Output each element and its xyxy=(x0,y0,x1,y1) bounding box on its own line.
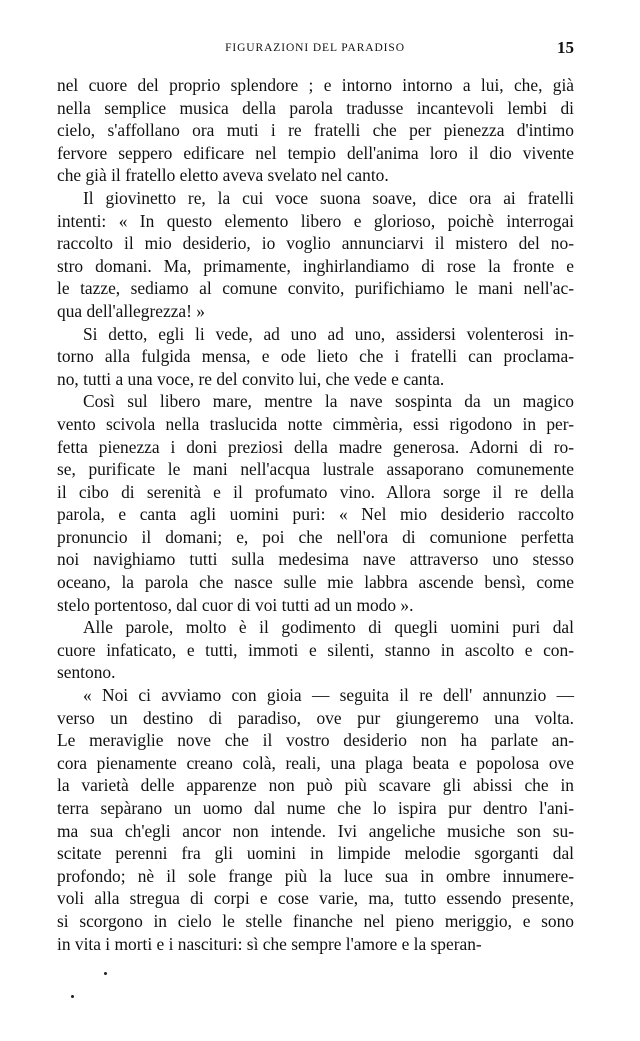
text-line: raccolto il mio desiderio, io voglio annunciarvi il mistero del no- xyxy=(57,233,574,254)
text-line: se, purificate le mani nell'acqua lustrale assaporano comunemente xyxy=(57,459,574,480)
page-number: 15 xyxy=(557,38,574,57)
text-line: voli alla stregua di corpi e cose varie, ma, tutto essendo presente, xyxy=(57,888,574,909)
text-line: noi navighiamo tutti sulla medesima nave attraverso uno stesso xyxy=(57,549,574,570)
text-line: si scorgono in cielo le stelle finanche nel pieno meriggio, e sono xyxy=(57,910,574,931)
paragraph xyxy=(57,390,574,616)
text-line: Alle parole, molto è il godimento di quegli uomini puri dal xyxy=(83,617,574,638)
text-line: cora pienamente creano colà, reali, una plaga beata e popolosa ove xyxy=(57,752,574,773)
text-line: Le meraviglie nove che il vostro desiderio non ha parlate an- xyxy=(57,730,574,751)
text-line: profondo; nè il sole frange più la luce sua in ombre innumere- xyxy=(57,865,574,886)
text-line: stro domani. Ma, primamente, inghirlandiamo di rose la fronte e xyxy=(57,255,574,276)
text-line: fervore seppero edificare nel tempio dell'anima loro il dio vivente xyxy=(57,142,574,163)
text-line: Si detto, egli li vede, ad uno ad uno, assidersi volenterosi in- xyxy=(83,323,574,344)
text-line: le tazze, sediamo al comune convito, purifichiamo le mani nell'ac- xyxy=(57,278,574,299)
text-line: il cibo di serenità e il profumato vino. Allora sorge il re della xyxy=(57,481,574,502)
text-line: vento scivola nella traslucida notte cimmèria, essi rigodono in per- xyxy=(57,413,574,434)
text-line: pronuncio il domani; e, poi che nell'ora di comunione perfetta xyxy=(57,526,574,547)
text-line: torno alla fulgida mensa, e ode lieto che i fratelli can proclama- xyxy=(57,346,574,367)
text-line: la varietà delle apparenze non può più scavare gli abissi che in xyxy=(57,775,574,796)
text-line: parola, e canta agli uomini puri: « Nel mio desiderio raccolto xyxy=(57,504,574,525)
text-line: no, tutti a una voce, re del convito lui, che vede e canta. xyxy=(57,368,445,389)
running-title: FIGURAZIONI DEL PARADISO xyxy=(225,42,405,54)
paragraph xyxy=(57,187,574,323)
text-line: qua dell'allegrezza! » xyxy=(57,300,205,321)
text-line: sentono. xyxy=(57,662,116,683)
body-text xyxy=(57,74,574,955)
text-line: oceano, la parola che nasce sulle mie labbra ascende bensì, come xyxy=(57,572,574,593)
text-line: ma sua ch'egli ancor non intende. Ivi angeliche musiche son su- xyxy=(57,820,574,841)
text-line: Così sul libero mare, mentre la nave sospinta da un magico xyxy=(83,391,574,412)
text-line: Il giovinetto re, la cui voce suona soave, dice ora ai fratelli xyxy=(83,187,574,208)
text-line: terra sepàrano un uomo dal nume che lo ispira pur dentro l'ani- xyxy=(57,798,574,818)
text-line: intenti: « In questo elemento libero e glorioso, poichè interrogai xyxy=(57,210,574,231)
paragraph xyxy=(57,616,574,684)
text-line: cielo, s'affollano ora muti i re fratelli che per pienezza d'intimo xyxy=(57,120,574,141)
paragraph xyxy=(57,74,574,187)
text-line: cuore infaticato, e tutti, immoti e silenti, stanno in ascolto e con- xyxy=(57,639,574,660)
text-line: che già il fratello eletto aveva svelato nel canto. xyxy=(57,165,389,186)
text-line: « Noi ci avviamo con gioia — seguita il re dell' annunzio — xyxy=(83,685,574,706)
text-line: stelo portentoso, dal cuor di voi tutti ad un modo ». xyxy=(57,594,414,615)
text-line: verso un destino di paradiso, ove pur giungeremo una volta. xyxy=(57,707,574,728)
print-speck xyxy=(104,972,107,975)
paragraph xyxy=(57,323,574,391)
text-line: fetta pienezza i doni preziosi della madre generosa. Adorni di ro- xyxy=(57,436,574,457)
text-line: in vita i morti e i nascituri: sì che sempre l'amore e la speran- xyxy=(57,933,482,954)
text-line: nel cuore del proprio splendore ; e intorno intorno a lui, che, già xyxy=(57,75,574,95)
text-line: nella semplice musica della parola tradusse incantevoli lembi di xyxy=(57,97,574,118)
paragraph xyxy=(57,684,574,955)
print-speck xyxy=(71,995,74,998)
running-header xyxy=(56,38,574,58)
text-line: scitate perenni fra gli uomini in limpide melodie sgorganti dal xyxy=(57,843,574,864)
